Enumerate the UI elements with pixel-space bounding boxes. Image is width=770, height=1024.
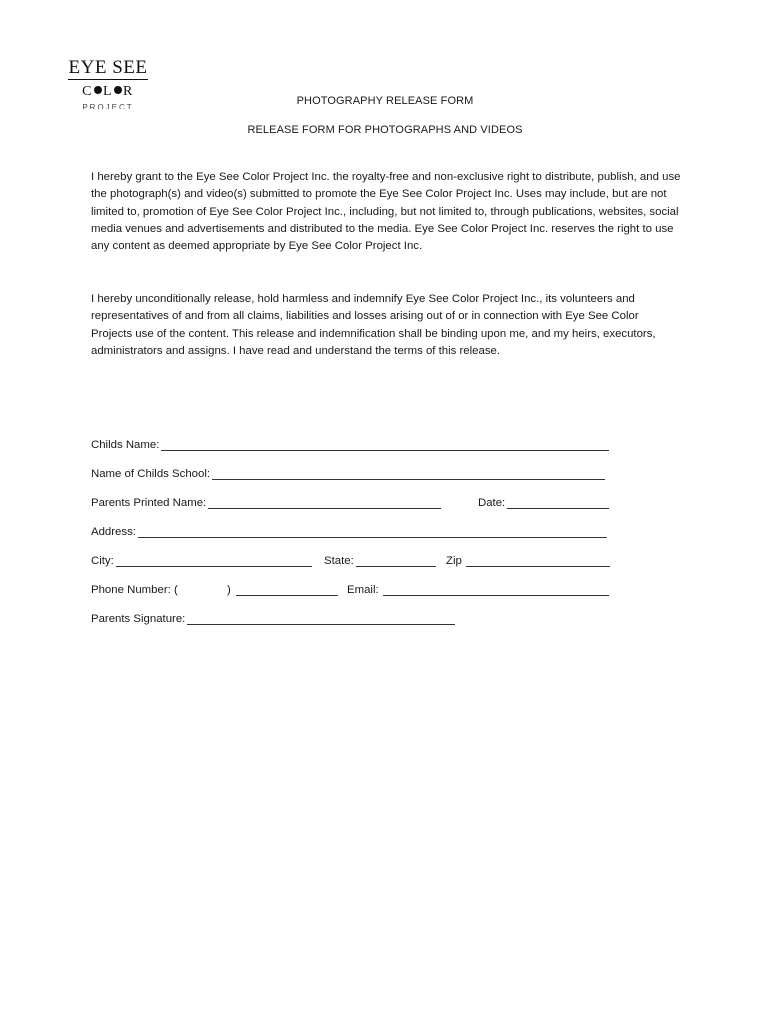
state-input[interactable] [356,553,436,567]
child-school-input[interactable] [212,466,605,480]
address-label: Address: [91,526,136,538]
address-input[interactable] [138,524,607,538]
date-group [478,495,609,512]
date-label: Date: [478,497,506,509]
signature-input[interactable] [187,611,455,625]
email-group [347,582,609,599]
zip-input[interactable] [466,553,610,567]
phone-close-paren: ) [227,584,231,596]
logo-line-1: EYE SEE [68,57,148,78]
child-name-input[interactable] [161,437,609,451]
logo-dot-icon [114,86,122,94]
parent-name-label: Parents Printed Name: [91,497,207,509]
email-label: Email: [347,584,379,596]
form-title: PHOTOGRAPHY RELEASE FORM [296,95,474,107]
city-state-zip-field [91,553,621,570]
zip-label: Zip [446,555,462,567]
logo-dot-icon [94,86,102,94]
logo-divider [68,79,148,80]
phone-label: Phone Number: ( [91,584,178,596]
child-name-field [91,437,621,454]
phone-email-field [91,582,621,599]
form-subtitle: RELEASE FORM FOR PHOTOGRAPHS AND VIDEOS [247,124,523,136]
signature-field [91,611,621,628]
phone-input[interactable] [236,582,338,596]
city-input[interactable] [116,553,312,567]
parent-name-field [91,495,621,512]
phone-close-group [227,582,338,599]
grant-paragraph: I hereby grant to the Eye See Color Project Inc. the royalty-free and non-exclusive right to distribute, publish, and use the photograph(s) and video(s) submitted to promote the Eye See Color Project Inc. Uses may include, but are not limited to, promotion of Eye See Color Project Inc., including, but not limited to, through publications, websites, social media venues and advertisements and distributed to the media. Eye See Color Project Inc. reserves the right to use any content as deemed appropriate by Eye See Color Project Inc. [91,171,681,253]
address-field [91,524,621,541]
state-group [324,553,436,570]
state-label: State: [324,555,354,567]
logo-letter-c: C [82,84,93,99]
date-input[interactable] [507,495,609,509]
logo-letter-l: L [102,84,114,99]
parent-name-input[interactable] [208,495,441,509]
release-paragraph: I hereby unconditionally release, hold harmless and indemnify Eye See Color Project Inc., its volunteers and representatives of and from all claims, liabilities and losses arising out of or in connection with Eye See Color Projects use of the content. This release and indemnification shall be binding upon me, and my heirs, executors, administrators and assigns. I have read and understand the terms of this release. [91,293,656,357]
child-school-label: Name of Childs School: [91,468,211,480]
child-name-label: Childs Name: [91,439,160,451]
zip-group [446,553,610,570]
email-input[interactable] [383,582,609,596]
signature-label: Parents Signature: [91,613,186,625]
logo-line-3: PROJECT [82,103,134,109]
logo-letter-r: R [123,84,134,99]
city-label: City: [91,555,114,567]
child-school-field [91,466,621,483]
